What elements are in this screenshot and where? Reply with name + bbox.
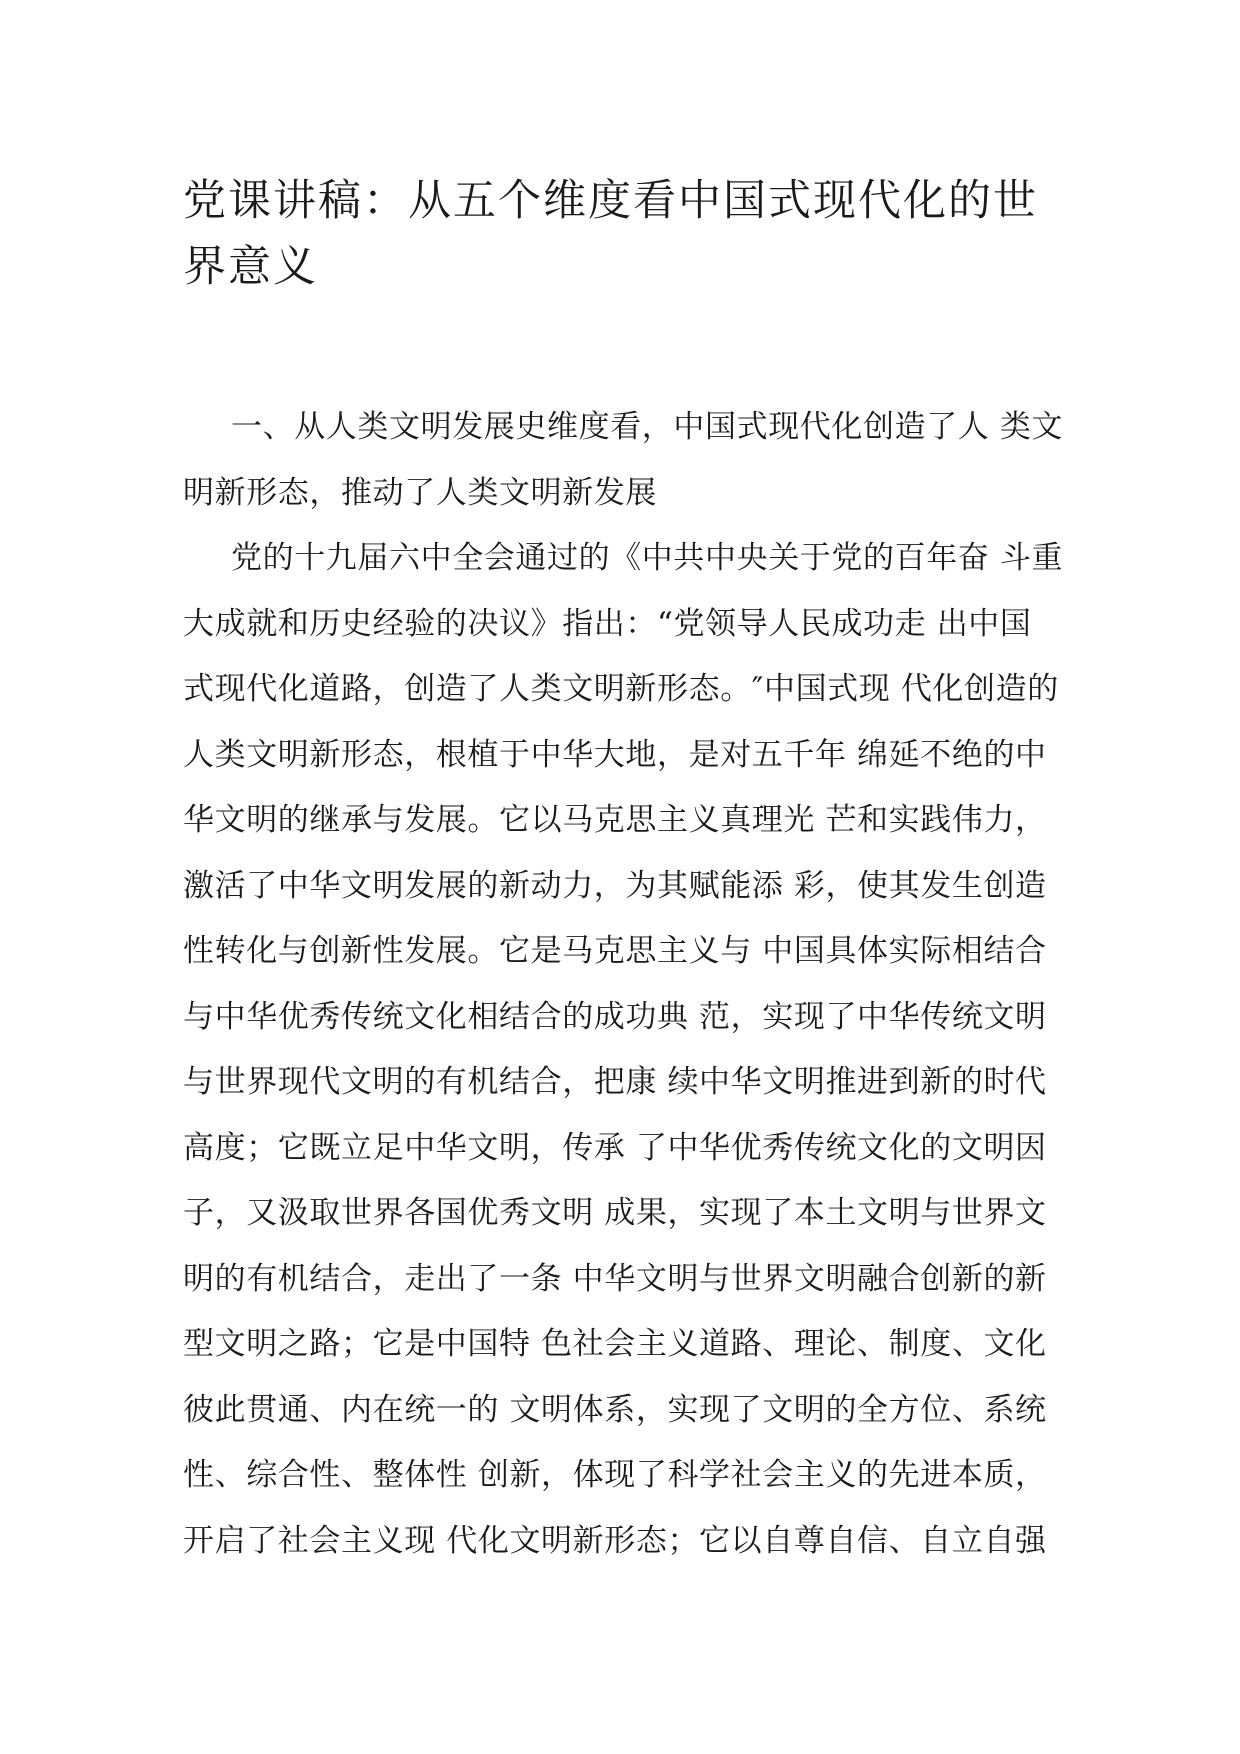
text-line: 大成就和历史经验的决议》指出：“党领导人民成功走 出中国 (183, 605, 1032, 642)
section-heading-paragraph (183, 395, 1073, 526)
title-line: 党课讲稿：从五个维度看中国式现代化的世 (183, 176, 1038, 226)
text-line: 人类文明新形态，根植于中华大地，是对五千年 绵延不绝的中 (183, 736, 1047, 773)
text-line: 明的有机结合，走出了一条 中华文明与世界文明融合创新的新 (183, 1260, 1047, 1297)
text-line: 型文明之路；它是中国特 色社会主义道路、理论、制度、文化 (183, 1326, 1047, 1362)
text-line: 开启了社会主义现 代化文明新形态；它以自尊自信、自立自强 (183, 1522, 1047, 1559)
title-line: 界意义 (183, 242, 318, 292)
text-line: 子，又汲取世界各国优秀文明 成果，实现了本土文明与世界文 (183, 1195, 1047, 1231)
text-line: 性转化与创新性发展。它是马克思主义与 中国具体实际相结合 (183, 933, 1047, 969)
text-line: 一、从人类文明发展史维度看，中国式现代化创造了人 类文 (231, 409, 1064, 445)
text-line: 彼此贯通、内在统一的 文明体系，实现了文明的全方位、系统 (183, 1391, 1047, 1428)
text-line: 式现代化道路，创造了人类文明新形态。″中国式现 代化创造的 (183, 671, 1059, 707)
document-body (183, 395, 1073, 1574)
text-line: 激活了中华文明发展的新动力，为其赋能添 彩，使其发生创造 (183, 867, 1047, 904)
text-line: 党的十九届六中全会通过的《中共中央关于党的百年奋 斗重 (231, 540, 1064, 576)
text-line: 华文明的继承与发展。它以马克思主义真理光 芒和实践伟力， (183, 802, 1047, 838)
text-line: 明新形态，推动了人类文明新发展 (183, 474, 657, 511)
text-line: 与世界现代文明的有机结合，把康 续中华文明推进到新的时代 (183, 1064, 1047, 1100)
text-line: 高度；它既立足中华文明，传承 了中华优秀传统文化的文明因 (183, 1129, 1047, 1166)
body-paragraph (183, 526, 1073, 1574)
document-title (183, 168, 1073, 300)
text-line: 与中华优秀传统文化相结合的成功典 范，实现了中华传统文明 (183, 998, 1047, 1035)
text-line: 性、综合性、整体性 创新，体现了科学社会主义的先进本质， (183, 1457, 1047, 1493)
